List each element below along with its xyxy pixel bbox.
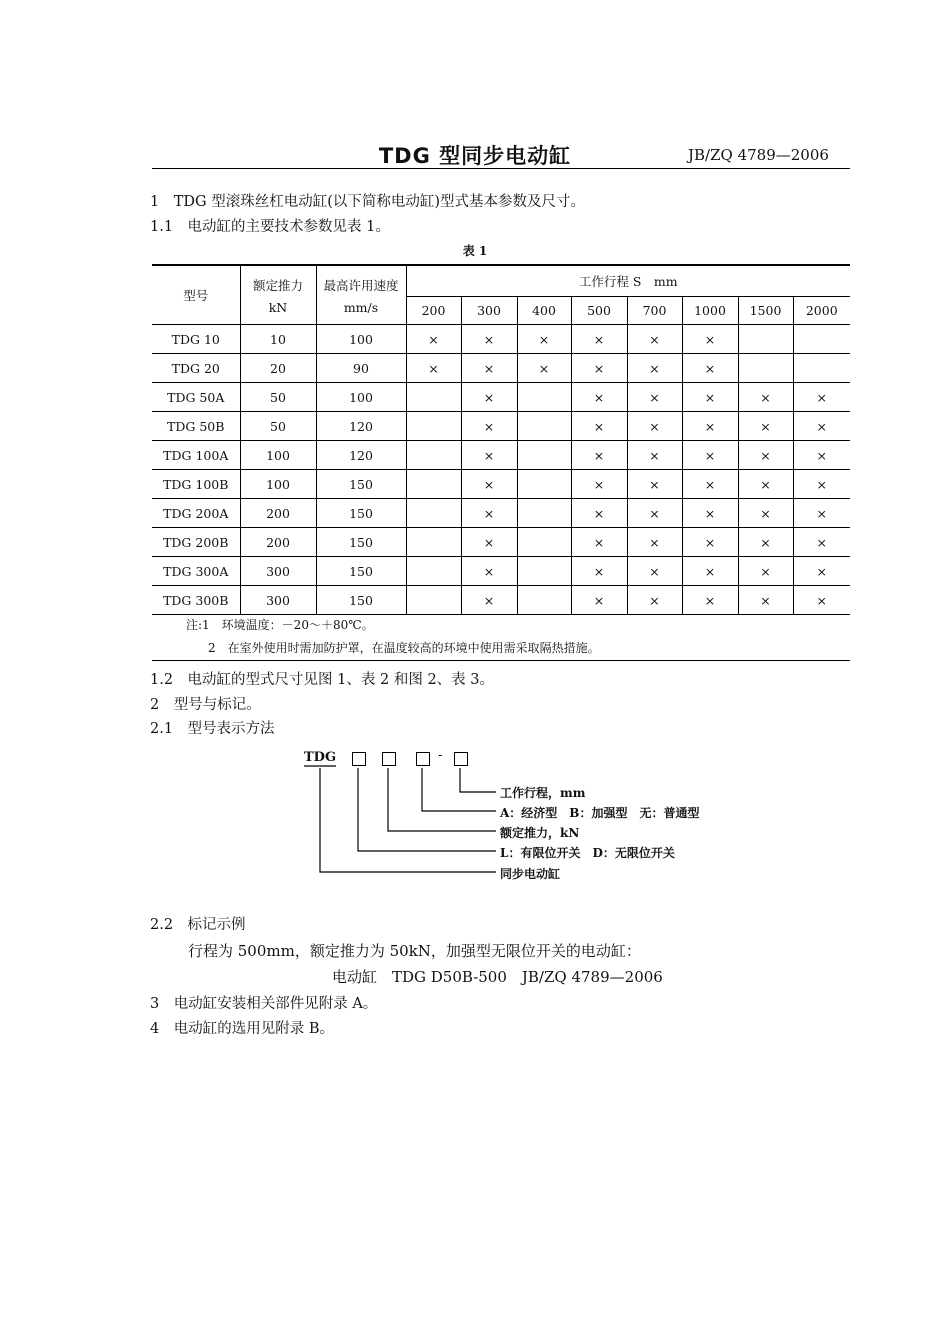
label-sync-cylinder: 同步电动缸 bbox=[500, 867, 561, 881]
cell-thrust: 100 bbox=[240, 441, 316, 470]
section-3: 3 电动缸安装相关部件见附录 A。 bbox=[150, 996, 378, 1012]
cell-stroke-mark bbox=[517, 441, 571, 470]
stroke-col-header: 700 bbox=[627, 297, 682, 325]
cell-stroke-mark bbox=[406, 557, 461, 586]
cell-stroke-mark: × bbox=[738, 412, 793, 441]
cell-stroke-mark bbox=[406, 499, 461, 528]
cell-stroke-mark: × bbox=[461, 441, 517, 470]
header-stroke: 工作行程 S mm bbox=[406, 265, 850, 297]
cell-thrust: 10 bbox=[240, 325, 316, 354]
cell-stroke-mark: × bbox=[627, 470, 682, 499]
table-row bbox=[152, 470, 850, 499]
cell-stroke-mark bbox=[793, 354, 850, 383]
cell-stroke-mark: × bbox=[461, 354, 517, 383]
cell-stroke-mark: × bbox=[682, 499, 738, 528]
cell-stroke-mark: × bbox=[682, 383, 738, 412]
cell-stroke-mark: × bbox=[571, 499, 627, 528]
cell-stroke-mark bbox=[517, 499, 571, 528]
table-row bbox=[152, 499, 850, 528]
table-row bbox=[152, 557, 850, 586]
cell-speed: 90 bbox=[316, 354, 406, 383]
table-caption: 表 1 bbox=[462, 244, 488, 258]
cell-model: TDG 200B bbox=[152, 528, 240, 557]
cell-stroke-mark: × bbox=[627, 557, 682, 586]
cell-model: TDG 300B bbox=[152, 586, 240, 615]
cell-speed: 150 bbox=[316, 528, 406, 557]
table-row bbox=[152, 586, 850, 615]
cell-stroke-mark: × bbox=[461, 499, 517, 528]
cell-stroke-mark: × bbox=[682, 470, 738, 499]
cell-stroke-mark: × bbox=[461, 528, 517, 557]
cell-stroke-mark: × bbox=[627, 499, 682, 528]
cell-stroke-mark bbox=[517, 528, 571, 557]
cell-stroke-mark: × bbox=[682, 412, 738, 441]
designation-prefix: TDG bbox=[304, 750, 337, 765]
cell-stroke-mark: × bbox=[682, 528, 738, 557]
cell-stroke-mark: × bbox=[793, 586, 850, 615]
stroke-col-header: 500 bbox=[571, 297, 627, 325]
cell-stroke-mark bbox=[406, 441, 461, 470]
page-title: TDG 型同步电动缸 bbox=[378, 144, 572, 168]
cell-stroke-mark bbox=[406, 586, 461, 615]
cell-model: TDG 100A bbox=[152, 441, 240, 470]
cell-thrust: 200 bbox=[240, 528, 316, 557]
label-type: A：经济型 B：加强型 无：普通型 bbox=[500, 806, 700, 820]
cell-stroke-mark: × bbox=[571, 441, 627, 470]
cell-thrust: 100 bbox=[240, 470, 316, 499]
cell-thrust: 200 bbox=[240, 499, 316, 528]
cell-speed: 150 bbox=[316, 499, 406, 528]
label-limit-switch: L：有限位开关 D：无限位开关 bbox=[500, 846, 675, 860]
stroke-col-header: 1000 bbox=[682, 297, 738, 325]
cell-stroke-mark: × bbox=[627, 441, 682, 470]
cell-thrust: 50 bbox=[240, 383, 316, 412]
cell-stroke-mark: × bbox=[627, 383, 682, 412]
cell-stroke-mark: × bbox=[793, 441, 850, 470]
cell-stroke-mark: × bbox=[627, 528, 682, 557]
header-speed-unit: mm/s bbox=[343, 299, 379, 315]
label-thrust: 额定推力，kN bbox=[500, 826, 580, 840]
cell-thrust: 300 bbox=[240, 586, 316, 615]
table-row bbox=[152, 354, 850, 383]
cell-stroke-mark: × bbox=[406, 325, 461, 354]
note-2: 2 在室外使用时需加防护罩，在温度较高的环境中使用需采取隔热措施。 bbox=[208, 641, 600, 655]
cell-stroke-mark: × bbox=[517, 325, 571, 354]
standard-number: JB/ZQ 4789—2006 bbox=[688, 146, 829, 164]
cell-stroke-mark: × bbox=[682, 557, 738, 586]
cell-speed: 120 bbox=[316, 412, 406, 441]
cell-stroke-mark bbox=[793, 325, 850, 354]
section-2-1: 2.1 型号表示方法 bbox=[150, 721, 275, 737]
header-speed-label: 最高许用速度 bbox=[323, 277, 399, 293]
header-rule bbox=[152, 168, 850, 169]
section-2-2: 2.2 标记示例 bbox=[150, 917, 246, 933]
cell-stroke-mark: × bbox=[793, 528, 850, 557]
cell-stroke-mark bbox=[517, 383, 571, 412]
cell-stroke-mark: × bbox=[627, 586, 682, 615]
cell-stroke-mark: × bbox=[461, 412, 517, 441]
cell-thrust: 300 bbox=[240, 557, 316, 586]
table-row bbox=[152, 528, 850, 557]
cell-model: TDG 200A bbox=[152, 499, 240, 528]
stroke-col-header: 200 bbox=[406, 297, 461, 325]
cell-stroke-mark: × bbox=[793, 499, 850, 528]
parameter-table bbox=[152, 264, 850, 615]
cell-stroke-mark bbox=[406, 412, 461, 441]
stroke-col-header: 1500 bbox=[738, 297, 793, 325]
cell-model: TDG 10 bbox=[152, 325, 240, 354]
note-1: 注:1 环境温度：－20～＋80℃。 bbox=[186, 618, 374, 632]
cell-model: TDG 300A bbox=[152, 557, 240, 586]
cell-stroke-mark: × bbox=[682, 325, 738, 354]
cell-stroke-mark: × bbox=[793, 470, 850, 499]
cell-stroke-mark: × bbox=[571, 354, 627, 383]
cell-stroke-mark: × bbox=[793, 557, 850, 586]
cell-speed: 120 bbox=[316, 441, 406, 470]
cell-speed: 150 bbox=[316, 470, 406, 499]
cell-stroke-mark: × bbox=[738, 383, 793, 412]
cell-stroke-mark: × bbox=[571, 412, 627, 441]
cell-stroke-mark: × bbox=[517, 354, 571, 383]
cell-stroke-mark: × bbox=[682, 354, 738, 383]
cell-stroke-mark: × bbox=[738, 470, 793, 499]
header-thrust-label: 额定推力 bbox=[252, 277, 303, 293]
example-line-1: 行程为 500mm，额定推力为 50kN，加强型无限位开关的电动缸： bbox=[188, 942, 641, 960]
cell-thrust: 20 bbox=[240, 354, 316, 383]
header-model: 型号 bbox=[152, 265, 240, 325]
cell-thrust: 50 bbox=[240, 412, 316, 441]
cell-stroke-mark: × bbox=[461, 470, 517, 499]
table-row bbox=[152, 441, 850, 470]
cell-stroke-mark: × bbox=[406, 354, 461, 383]
cell-stroke-mark bbox=[738, 354, 793, 383]
cell-speed: 100 bbox=[316, 383, 406, 412]
cell-stroke-mark bbox=[406, 383, 461, 412]
designation-diagram bbox=[300, 748, 760, 888]
example-line-2: 电动缸 TDG D50B-500 JB/ZQ 4789—2006 bbox=[332, 968, 663, 986]
cell-stroke-mark: × bbox=[571, 586, 627, 615]
cell-stroke-mark: × bbox=[738, 528, 793, 557]
cell-stroke-mark bbox=[406, 470, 461, 499]
cell-speed: 150 bbox=[316, 586, 406, 615]
table-body bbox=[152, 325, 850, 615]
label-stroke: 工作行程，mm bbox=[500, 786, 586, 800]
section-2: 2 型号与标记。 bbox=[150, 697, 261, 713]
cell-stroke-mark: × bbox=[461, 325, 517, 354]
cell-stroke-mark: × bbox=[627, 412, 682, 441]
cell-stroke-mark: × bbox=[571, 528, 627, 557]
table-row bbox=[152, 325, 850, 354]
cell-stroke-mark: × bbox=[571, 557, 627, 586]
cell-stroke-mark: × bbox=[682, 586, 738, 615]
header-thrust-unit: kN bbox=[268, 299, 288, 315]
cell-stroke-mark: × bbox=[571, 383, 627, 412]
cell-stroke-mark: × bbox=[461, 383, 517, 412]
cell-model: TDG 20 bbox=[152, 354, 240, 383]
cell-stroke-mark: × bbox=[738, 499, 793, 528]
table-notes bbox=[152, 614, 850, 661]
cell-stroke-mark: × bbox=[793, 412, 850, 441]
designation-dash: - bbox=[438, 748, 443, 763]
cell-stroke-mark: × bbox=[571, 470, 627, 499]
section-1-1: 1.1 电动缸的主要技术参数见表 1。 bbox=[150, 219, 390, 235]
cell-stroke-mark: × bbox=[738, 586, 793, 615]
cell-stroke-mark: × bbox=[571, 325, 627, 354]
cell-model: TDG 50A bbox=[152, 383, 240, 412]
stroke-col-header: 2000 bbox=[793, 297, 850, 325]
cell-stroke-mark: × bbox=[627, 354, 682, 383]
cell-stroke-mark: × bbox=[461, 557, 517, 586]
table-row bbox=[152, 383, 850, 412]
stroke-col-header: 400 bbox=[517, 297, 571, 325]
cell-stroke-mark: × bbox=[793, 383, 850, 412]
cell-model: TDG 50B bbox=[152, 412, 240, 441]
stroke-col-header: 300 bbox=[461, 297, 517, 325]
cell-stroke-mark: × bbox=[461, 586, 517, 615]
cell-stroke-mark: × bbox=[627, 325, 682, 354]
cell-stroke-mark: × bbox=[738, 441, 793, 470]
cell-stroke-mark bbox=[406, 528, 461, 557]
section-4: 4 电动缸的选用见附录 B。 bbox=[150, 1021, 334, 1037]
cell-stroke-mark: × bbox=[682, 441, 738, 470]
cell-model: TDG 100B bbox=[152, 470, 240, 499]
cell-stroke-mark bbox=[517, 470, 571, 499]
cell-stroke-mark bbox=[738, 325, 793, 354]
table-row bbox=[152, 412, 850, 441]
section-1: 1 TDG 型滚珠丝杠电动缸(以下简称电动缸)型式基本参数及尺寸。 bbox=[150, 194, 586, 210]
cell-speed: 150 bbox=[316, 557, 406, 586]
header-thrust bbox=[240, 265, 316, 325]
cell-stroke-mark bbox=[517, 586, 571, 615]
cell-stroke-mark: × bbox=[738, 557, 793, 586]
cell-stroke-mark bbox=[517, 412, 571, 441]
header-speed bbox=[316, 265, 406, 325]
cell-speed: 100 bbox=[316, 325, 406, 354]
section-1-2: 1.2 电动缸的型式尺寸见图 1、表 2 和图 2、表 3。 bbox=[150, 672, 495, 688]
cell-stroke-mark bbox=[517, 557, 571, 586]
